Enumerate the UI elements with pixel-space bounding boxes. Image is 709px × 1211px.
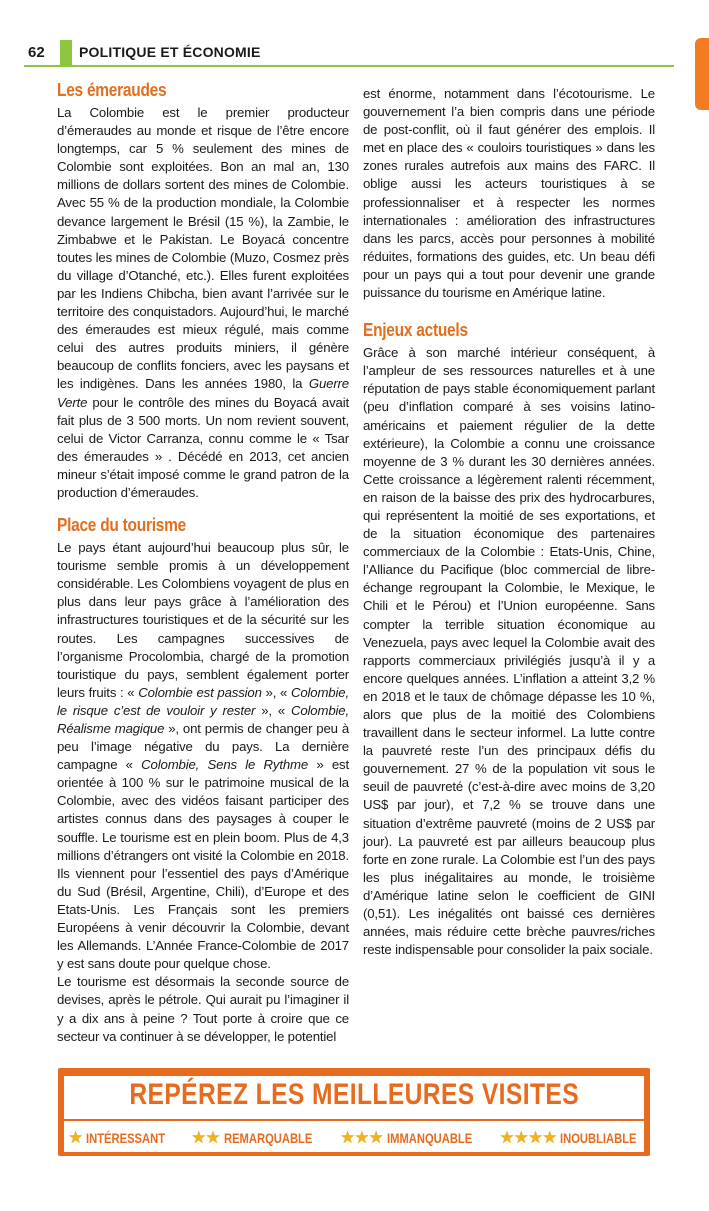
visits-legend-inner xyxy=(64,1076,644,1152)
page-number: 62 xyxy=(28,44,45,61)
visits-legend-title-text: REPÉREZ LES MEILLEURES VISITES xyxy=(129,1078,579,1111)
visits-legend-title xyxy=(64,1078,644,1112)
emeraudes-text-1: La Colombie est le premier producteur d’émeraudes au monde et risque de l’être encore longtemps, car 5 % seulement des mines de Colombie sont exploitées. Bon an mal an, 130 millions de dollars sortent des mines de Colombie. Avec 55 % de la production mondiale, la Colombie devance largement le Brésil (15 %), la Zambie, le Zimbabwe et le Pakistan. Le Boyacá concentre toutes les mines de Colombie (Muzo, Cosmez près du village d’Otanché, etc.). Elles furent exploitées par les Indiens Chibcha, bien avant l’arrivée sur le territoire des conquistadors. Aujourd’hui, le marché des émeraudes est mieux régulé, mais comme celui des autres produits miniers, il génère beaucoup de conflits fonciers, avec les paysans et les indigènes. Dans les années 1980, la xyxy=(57,105,349,392)
tourisme-paragraph-2 xyxy=(57,973,349,1045)
star-icon: ★ xyxy=(68,1128,83,1147)
legend-label: IMMANQUABLE xyxy=(386,1130,473,1146)
legend-item-interessant xyxy=(68,1128,169,1148)
legend-label: INTÉRESSANT xyxy=(86,1130,166,1146)
right-column xyxy=(363,85,655,959)
section-color-bar xyxy=(60,40,72,66)
tourisme-text-p2: Le tourisme est désormais la seconde source de devises, après le pétrole. Qui aurait pu l’imaginer il y a dix ans à peine ? Tout porte à croire que ce secteur va continuer à se développer, le potentiel xyxy=(57,974,349,1044)
legend-item-immanquable xyxy=(340,1128,477,1148)
tourisme-text-c: », « xyxy=(255,702,291,718)
visits-legend-box xyxy=(58,1068,650,1156)
left-column xyxy=(57,80,349,1046)
star-icon: ★★ xyxy=(191,1128,220,1147)
tourisme-slogan-4: Colombie, Sens le Rythme xyxy=(141,757,309,773)
tourisme-slogan-1: Colombie est passion xyxy=(138,684,262,700)
tourisme-text-d: », ont permis de changer peu à peu l’image négative du pays. La dernière campagne « xyxy=(57,721,349,773)
tourisme-text-a: Le pays étant aujourd’hui beaucoup plus sûr, le tourisme semble promis à un développement considérable. Les Colombiens voyagent de plus en plus dans leur pays grâce à l’amélioration des infrastructures touristiques et de la sécurité sur les routes. Les campagnes successives de l’organisme Procolombia, chargé de la promotion touristique du pays, semblent également porter leurs fruits : « xyxy=(57,540,349,700)
tourisme-continuation xyxy=(363,85,655,302)
tourisme-paragraph-1 xyxy=(57,539,349,973)
tourisme-text-e: » est orientée à 100 % sur le patrimoine musical de la Colombie, avec des vidéos faisant participer des artistes connus dans des paysages à couper le souffle. Le tourisme est en plein boom. Plus de 4,3 millions d’étrangers ont visité la Colombie en 2018. Ils viennent pour l’essentiel des pays d’Amérique du Sud (Brésil, Argentine, Chili), d’Europe et des Etats-Unis. Les Français sont les premiers Européens à venir découvrir la Colombie, devant les Allemands. L’Année France-Colombie de 2017 y est sans doute pour quelque chose. xyxy=(57,757,349,972)
tourisme-slogan-2: Colombie, le risque c’est de vouloir y rester xyxy=(57,684,349,718)
enjeux-paragraph: Grâce à son marché intérieur conséquent, à l’ampleur de ses ressources naturelles et à une réputation de pays stable économiquement parlant (peu d’inflation comparé à ses voisins latino-américains et paiement régulier de la dette extérieure), la Colombie a connu une croissance moyenne de 3 % durant les 30 dernières années. Cette croissance a légèrement ralenti récemment, en raison de la baisse des prix des hydrocarbures, qui représentent la moitié de ses exportations, et de la situation économique des partenaires commerciaux de la Colombie : Etats-Unis, Chine, l’Alliance du Pacifique (bloc commercial de libre-échange regroupant la Colombie, le Mexique, le Chili et le Pérou) et l’Union européenne. Sans compter la terrible situation économique au Venezuela, pays avec lequel la Colombie avait des rapports commerciaux privilégiés jusqu’à il y a encore quelques années. L’inflation a atteint 3,2 % en 2018 et le taux de chômage dépasse les 10 %, alors que plus de la moitié des Colombiens travaillent dans le secteur informel. La lutte contre la pauvreté reste l’un des principaux défis du gouvernement. 27 % de la population vit sous le seuil de pauvreté (c’est-à-dire avec moins de 3,20 US$ par jour), et 7,2 % se trouve dans une situation d’extrême pauvreté (moins de 2 US$ par jour). La pauvreté est par ailleurs beaucoup plus forte en zone rurale. La Colombie est l’un des pays les plus inégalitaires au monde, le troisième d’Amérique latine selon le coefficient de GINI (0,51). Les inégalités ont baissé ces dernières années, mais réduire cette brèche pauvres/riches reste indispensable pour consolider la paix sociale. xyxy=(363,345,655,958)
emeraudes-text-2: pour le contrôle des mines du Boyacá avait fait plus de 3 500 morts. Un nom revient souvent, celui de Victor Carranza, connu comme le « Tsar des émeraudes » . Décédé en 2013, cet ancien mineur s’était imposé comme le grand patron de la production d’émeraudes. xyxy=(57,394,349,500)
legend-item-remarquable xyxy=(191,1128,318,1148)
legend-label: REMARQUABLE xyxy=(223,1130,312,1146)
header-divider xyxy=(24,65,674,67)
section-title: POLITIQUE ET ÉCONOMIE xyxy=(79,44,261,60)
tourisme-text-p2-continued: est énorme, notamment dans l’écotourisme. Le gouvernement l’a bien compris dans une période de post-conflit, où il faut générer des emplois. Il met en place des « couloirs touristiques » dans les zones rurales autrefois aux mains des FARC. Il oblige aussi les acteurs touristiques à se professionnaliser et à respecter les normes internationales : amélioration des infrastructures dans les parcs, accès pour personnes à mobilité réduites, formations des guides, etc. Un beau défi pour un pays qui a tout pour devenir une grande puissance du tourisme en Amérique latine. xyxy=(363,86,655,301)
visits-legend-row xyxy=(64,1126,644,1150)
running-header xyxy=(0,38,709,68)
enjeux-heading: Enjeux actuels xyxy=(363,320,468,341)
emeraudes-heading: Les émeraudes xyxy=(57,80,167,100)
emeraudes-emphasis: Guerre Verte xyxy=(57,376,349,410)
legend-label: INOUBLIABLE xyxy=(560,1130,637,1146)
tourisme-heading: Place du tourisme xyxy=(57,515,186,536)
emeraudes-paragraph xyxy=(57,104,349,502)
star-icon: ★★★ xyxy=(340,1128,383,1147)
tourisme-slogan-3: Colombie, Réalisme magique xyxy=(57,702,349,736)
chapter-side-tab xyxy=(695,38,709,110)
visits-legend-divider xyxy=(64,1119,644,1121)
tourisme-text-b: », « xyxy=(261,684,291,700)
star-icon: ★★★★ xyxy=(499,1128,557,1147)
legend-item-inoubliable xyxy=(499,1128,640,1148)
